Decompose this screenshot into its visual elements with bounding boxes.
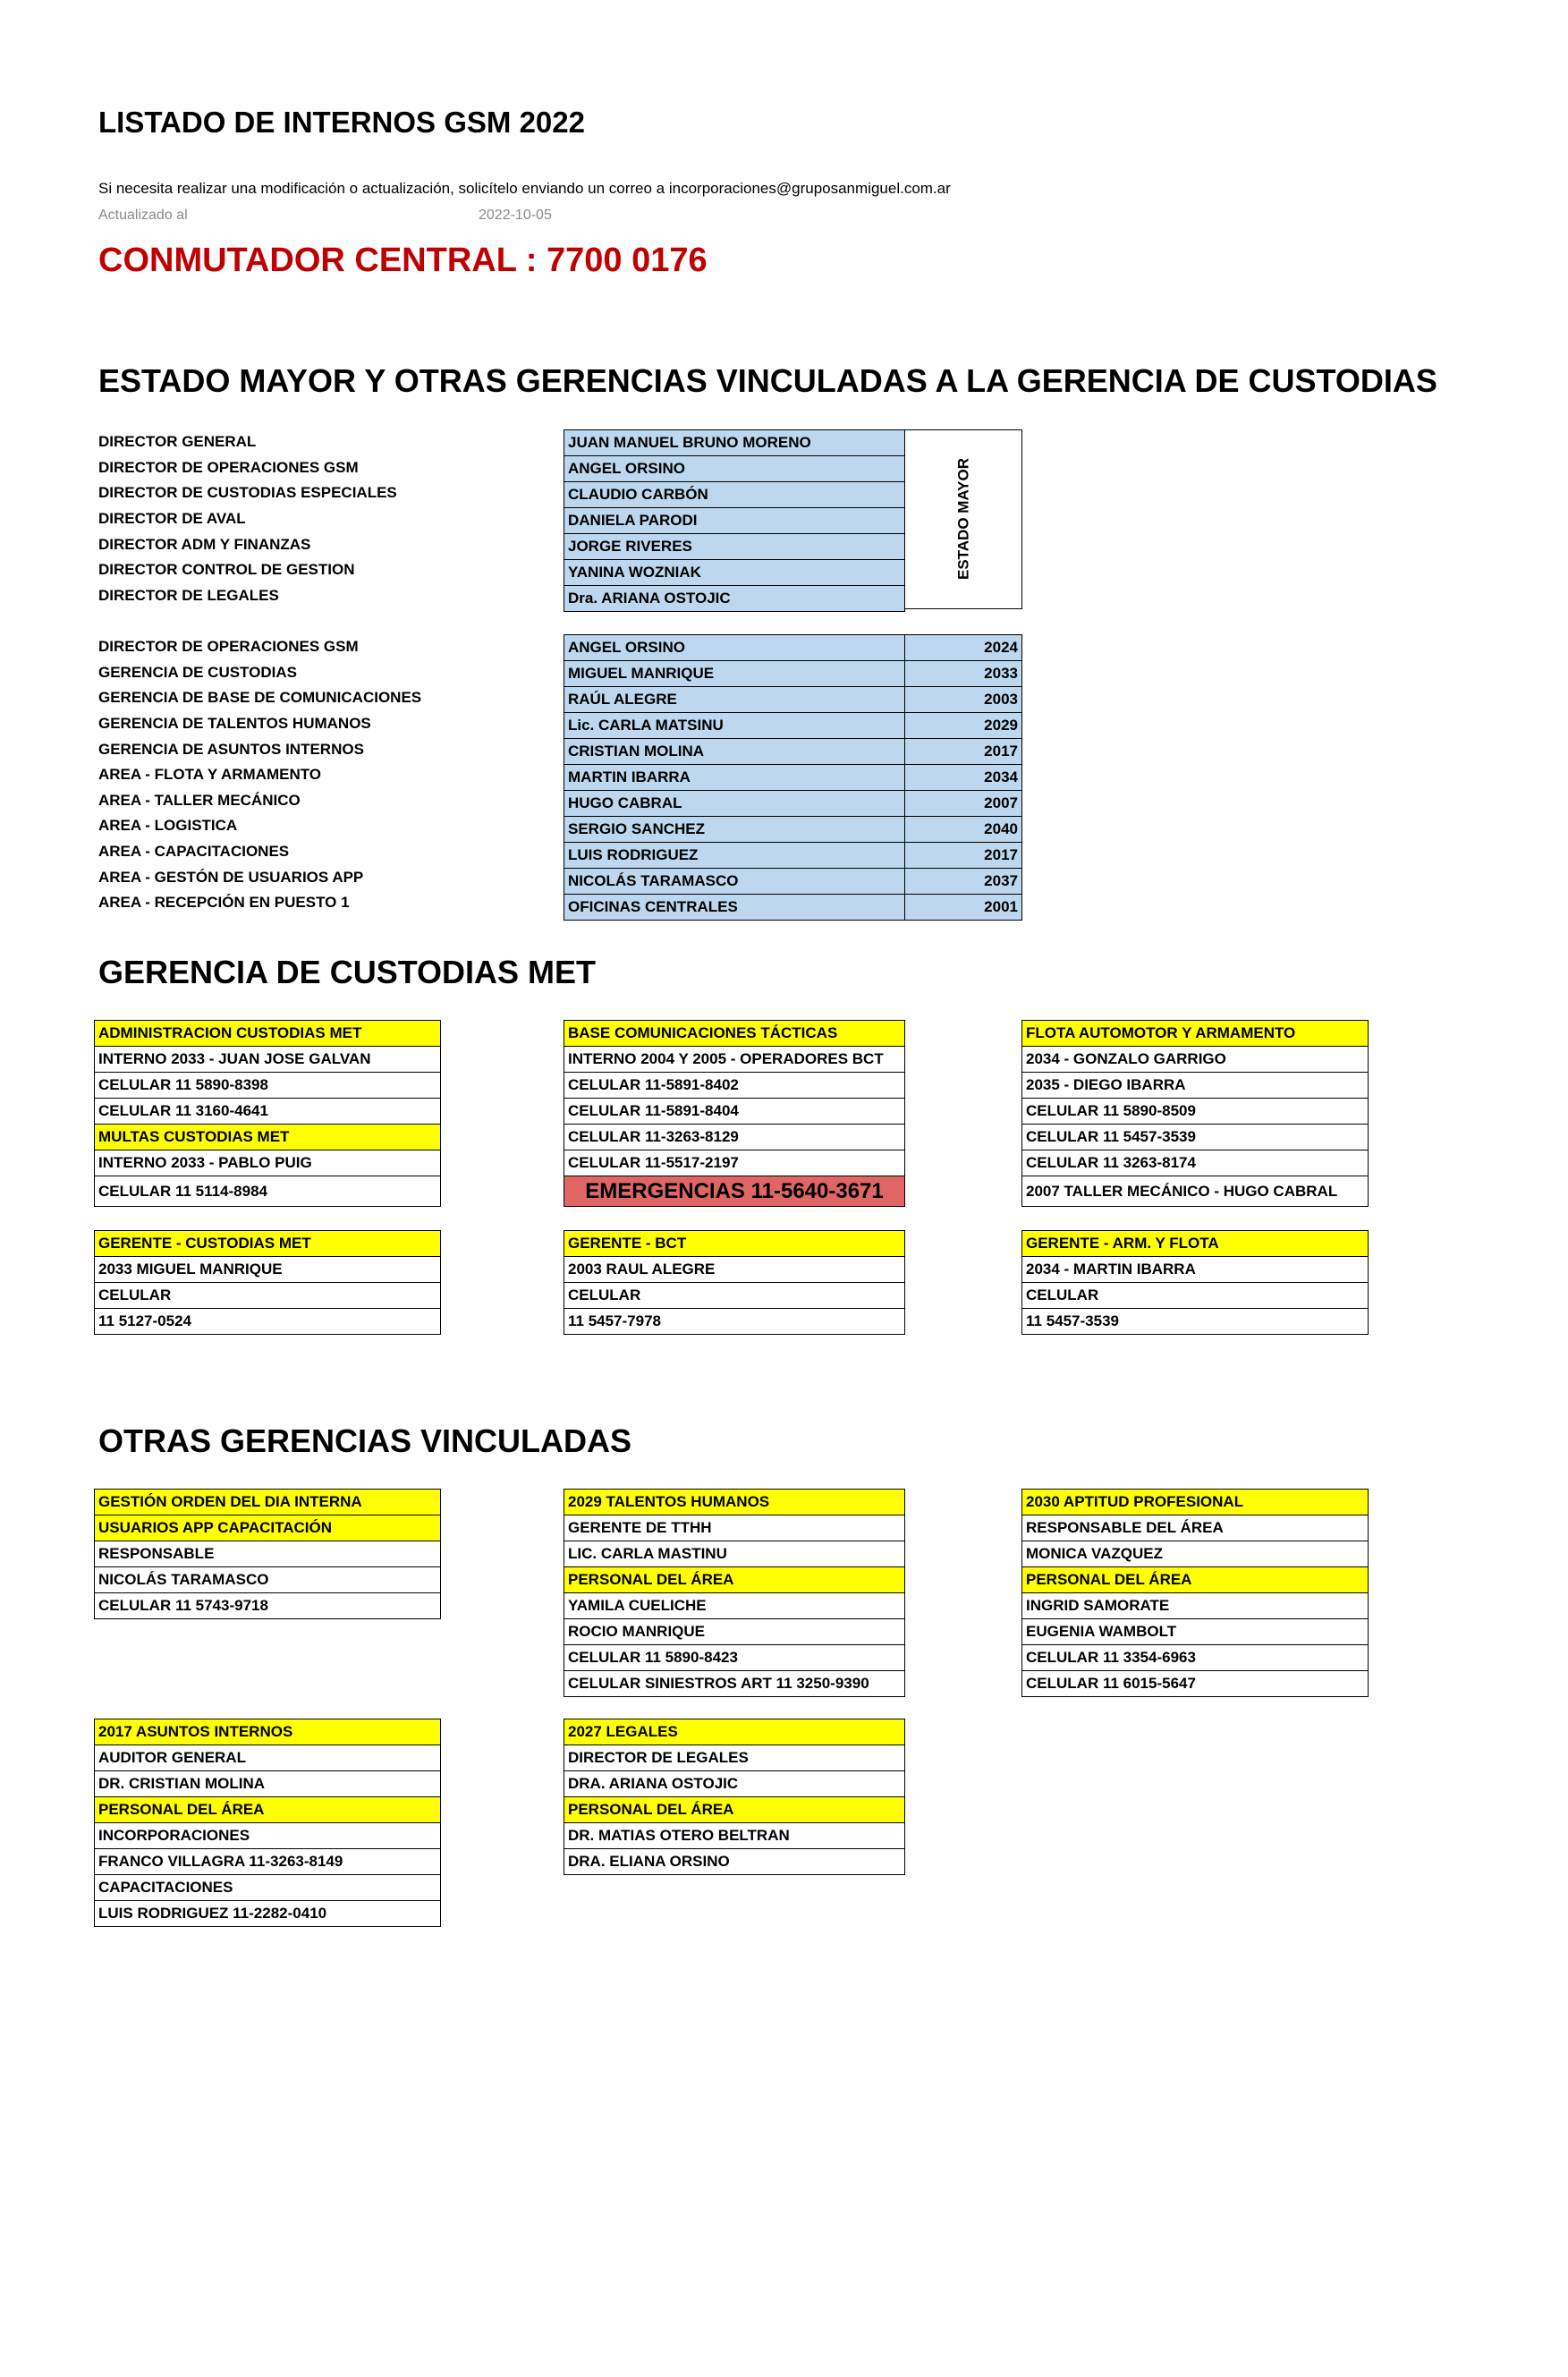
box-entry: PERSONAL DEL ÁREA — [1022, 1567, 1369, 1593]
box-header: GERENTE - CUSTODIAS MET — [95, 1231, 441, 1257]
table-row — [1022, 1021, 1369, 1047]
role-label: GERENCIA DE ASUNTOS INTERNOS — [98, 740, 364, 758]
person-name: ANGEL ORSINO — [564, 635, 905, 661]
table-row — [564, 1745, 905, 1771]
table-row — [1022, 1619, 1369, 1645]
role-label: DIRECTOR DE OPERACIONES GSM — [98, 638, 359, 656]
role-row — [98, 660, 564, 686]
role-label: AREA - RECEPCIÓN EN PUESTO 1 — [98, 894, 350, 912]
box-header: GESTIÓN ORDEN DEL DIA INTERNA — [95, 1490, 441, 1515]
table-row — [1022, 1593, 1369, 1619]
estado-mayor-vertical-label: ESTADO MAYOR — [954, 457, 972, 581]
flota-automotor-table — [1021, 1020, 1369, 1207]
role-label: GERENCIA DE CUSTODIAS — [98, 663, 297, 681]
box-entry: FRANCO VILLAGRA 11-3263-8149 — [95, 1849, 441, 1875]
table-row — [95, 1176, 441, 1207]
role-row — [98, 583, 564, 609]
table-row — [1022, 1150, 1369, 1176]
table-row — [564, 1125, 905, 1150]
table-row — [564, 869, 1022, 895]
table-row — [564, 817, 1022, 843]
extension-number: 2034 — [905, 765, 1022, 791]
box-entry: INCORPORACIONES — [95, 1823, 441, 1849]
role-label: GERENCIA DE TALENTOS HUMANOS — [98, 715, 371, 733]
table-row — [1022, 1671, 1369, 1697]
role-row — [98, 506, 564, 532]
estado-mayor-roles — [98, 429, 564, 608]
box-entry: CELULAR 11 3263-8174 — [1022, 1150, 1369, 1176]
table-row — [564, 1719, 905, 1745]
table-row — [95, 1490, 441, 1515]
table-row — [564, 1309, 905, 1335]
table-row — [1022, 1567, 1369, 1593]
table-row — [564, 687, 1022, 713]
box-header: FLOTA AUTOMOTOR Y ARMAMENTO — [1022, 1021, 1369, 1047]
table-row — [564, 1099, 905, 1125]
box-entry: CELULAR SINIESTROS ART 11 3250-9390 — [564, 1671, 905, 1697]
role-row — [98, 788, 564, 814]
table-row — [564, 1797, 905, 1823]
box-entry: CELULAR — [95, 1283, 441, 1309]
role-row — [98, 685, 564, 711]
table-row — [95, 1515, 441, 1541]
extension-number: 2001 — [905, 895, 1022, 921]
gerencias-roles — [98, 634, 564, 916]
table-row — [95, 1567, 441, 1593]
extension-number: 2017 — [905, 739, 1022, 765]
talentos-humanos-table — [564, 1489, 905, 1697]
box-header: GERENTE - ARM. Y FLOTA — [1022, 1231, 1369, 1257]
role-label: DIRECTOR DE OPERACIONES GSM — [98, 458, 359, 476]
box-entry: DRA. ARIANA OSTOJIC — [564, 1771, 905, 1797]
box-header: GERENTE - BCT — [564, 1231, 905, 1257]
name-row — [564, 430, 905, 456]
box-entry: INTERNO 2004 Y 2005 - OPERADORES BCT — [564, 1047, 905, 1073]
box-header: 2029 TALENTOS HUMANOS — [564, 1490, 905, 1515]
table-row — [564, 1490, 905, 1515]
person-name: Lic. CARLA MATSINU — [564, 713, 905, 739]
role-label: GERENCIA DE BASE DE COMUNICACIONES — [98, 689, 422, 707]
box-entry: PERSONAL DEL ÁREA — [564, 1567, 905, 1593]
table-row — [95, 1823, 441, 1849]
updated-date: 2022-10-05 — [479, 208, 552, 223]
box-entry: 2034 - GONZALO GARRIGO — [1022, 1047, 1369, 1073]
table-row — [95, 1875, 441, 1901]
role-row — [98, 890, 564, 916]
table-row — [1022, 1125, 1369, 1150]
table-row — [564, 1619, 905, 1645]
person-name: MARTIN IBARRA — [564, 765, 905, 791]
box-entry: PERSONAL DEL ÁREA — [95, 1797, 441, 1823]
box-entry: CAPACITACIONES — [95, 1875, 441, 1901]
table-row — [95, 1231, 441, 1257]
box-entry: CELULAR 11 6015-5647 — [1022, 1671, 1369, 1697]
table-row — [564, 713, 1022, 739]
name-row — [564, 456, 905, 482]
table-row — [1022, 1515, 1369, 1541]
table-row — [564, 1073, 905, 1099]
role-label: DIRECTOR DE AVAL — [98, 510, 246, 528]
name-row — [564, 534, 905, 560]
table-row — [95, 1797, 441, 1823]
box-entry: 2003 RAUL ALEGRE — [564, 1257, 905, 1283]
role-row — [98, 711, 564, 737]
box-entry: CELULAR 11 5743-9718 — [95, 1593, 441, 1619]
box-entry: ROCIO MANRIQUE — [564, 1619, 905, 1645]
table-row — [1022, 1541, 1369, 1567]
gerente-bct-table — [564, 1230, 905, 1335]
box-entry: GERENTE DE TTHH — [564, 1515, 905, 1541]
box-entry: LIC. CARLA MASTINU — [564, 1541, 905, 1567]
estado-mayor-names — [564, 429, 905, 612]
box-entry: 11 5127-0524 — [95, 1309, 441, 1335]
person-name: JUAN MANUEL BRUNO MORENO — [564, 430, 905, 456]
table-row — [1022, 1645, 1369, 1671]
table-row — [95, 1073, 441, 1099]
table-row — [1022, 1047, 1369, 1073]
table-row — [95, 1745, 441, 1771]
extension-number: 2040 — [905, 817, 1022, 843]
box-entry: CELULAR 11 5457-3539 — [1022, 1125, 1369, 1150]
name-row — [564, 586, 905, 612]
person-name: RAÚL ALEGRE — [564, 687, 905, 713]
box-header: ADMINISTRACION CUSTODIAS MET — [95, 1021, 441, 1047]
table-row — [95, 1021, 441, 1047]
table-row — [95, 1283, 441, 1309]
person-name: JORGE RIVERES — [564, 534, 905, 560]
table-row — [564, 1771, 905, 1797]
table-row — [564, 1541, 905, 1567]
box-entry: CELULAR 11-5517-2197 — [564, 1150, 905, 1176]
box-entry: INGRID SAMORATE — [1022, 1593, 1369, 1619]
table-row — [564, 1047, 905, 1073]
role-label: AREA - LOGISTICA — [98, 817, 238, 835]
box-entry: CELULAR 11-5891-8404 — [564, 1099, 905, 1125]
table-row — [564, 1849, 905, 1875]
name-row — [564, 508, 905, 534]
person-name: MIGUEL MANRIQUE — [564, 661, 905, 687]
role-row — [98, 634, 564, 660]
box-entry: INTERNO 2033 - PABLO PUIG — [95, 1150, 441, 1176]
table-row — [564, 661, 1022, 687]
table-row — [564, 739, 1022, 765]
person-name: HUGO CABRAL — [564, 791, 905, 817]
extension-number: 2024 — [905, 635, 1022, 661]
role-row — [98, 736, 564, 762]
box-entry: CELULAR 11 3160-4641 — [95, 1099, 441, 1125]
role-label: AREA - TALLER MECÁNICO — [98, 791, 301, 809]
box-entry: CELULAR — [564, 1283, 905, 1309]
extension-number: 2033 — [905, 661, 1022, 687]
table-row — [1022, 1309, 1369, 1335]
person-name: DANIELA PARODI — [564, 508, 905, 534]
box-entry: EMERGENCIAS 11-5640-3671 — [564, 1176, 905, 1207]
box-entry: 2033 MIGUEL MANRIQUE — [95, 1257, 441, 1283]
table-row — [1022, 1099, 1369, 1125]
box-entry: CELULAR 11 3354-6963 — [1022, 1645, 1369, 1671]
gestion-orden-table — [94, 1489, 441, 1619]
role-row — [98, 480, 564, 506]
box-entry: AUDITOR GENERAL — [95, 1745, 441, 1771]
table-row — [95, 1901, 441, 1927]
name-row — [564, 560, 905, 586]
table-row — [95, 1541, 441, 1567]
box-entry: CELULAR 11 5890-8509 — [1022, 1099, 1369, 1125]
gerente-custodias-table — [94, 1230, 441, 1335]
role-row — [98, 455, 564, 481]
role-row — [98, 762, 564, 788]
role-label: AREA - CAPACITACIONES — [98, 843, 290, 861]
aptitud-profesional-table — [1021, 1489, 1369, 1697]
box-entry: PERSONAL DEL ÁREA — [564, 1797, 905, 1823]
box-entry: DIRECTOR DE LEGALES — [564, 1745, 905, 1771]
table-row — [564, 1283, 905, 1309]
person-name: Dra. ARIANA OSTOJIC — [564, 586, 905, 612]
box-entry: 2007 TALLER MECÁNICO - HUGO CABRAL — [1022, 1176, 1369, 1207]
table-row — [564, 895, 1022, 921]
box-entry: 11 5457-7978 — [564, 1309, 905, 1335]
page-title: LISTADO DE INTERNOS GSM 2022 — [98, 106, 585, 139]
table-row — [95, 1047, 441, 1073]
role-row — [98, 839, 564, 865]
table-row — [564, 1150, 905, 1176]
person-name: NICOLÁS TARAMASCO — [564, 869, 905, 895]
box-entry: EUGENIA WAMBOLT — [1022, 1619, 1369, 1645]
role-row — [98, 531, 564, 557]
table-row — [564, 1021, 905, 1047]
person-name: OFICINAS CENTRALES — [564, 895, 905, 921]
box-entry: RESPONSABLE DEL ÁREA — [1022, 1515, 1369, 1541]
table-row — [95, 1771, 441, 1797]
box-entry: YAMILA CUELICHE — [564, 1593, 905, 1619]
modification-note: Si necesita realizar una modificación o actualización, solicítelo enviando un correo a incorporaciones@gruposanmiguel.com.ar — [98, 180, 951, 197]
role-row — [98, 557, 564, 583]
table-row — [564, 1257, 905, 1283]
table-row — [95, 1849, 441, 1875]
extension-number: 2017 — [905, 843, 1022, 869]
table-row — [95, 1257, 441, 1283]
role-row — [98, 813, 564, 839]
table-row — [564, 635, 1022, 661]
extension-number: 2003 — [905, 687, 1022, 713]
table-row — [564, 1671, 905, 1697]
table-row — [95, 1719, 441, 1745]
person-name: ANGEL ORSINO — [564, 456, 905, 482]
gerencias-table — [564, 634, 1022, 921]
role-label: DIRECTOR DE LEGALES — [98, 586, 279, 604]
table-row — [564, 1823, 905, 1849]
table-row — [1022, 1073, 1369, 1099]
box-entry: 2034 - MARTIN IBARRA — [1022, 1257, 1369, 1283]
table-row — [95, 1150, 441, 1176]
table-row — [1022, 1283, 1369, 1309]
table-row — [1022, 1176, 1369, 1207]
table-row — [564, 1593, 905, 1619]
box-entry: LUIS RODRIGUEZ 11-2282-0410 — [95, 1901, 441, 1927]
box-entry: DR. MATIAS OTERO BELTRAN — [564, 1823, 905, 1849]
person-name: SERGIO SANCHEZ — [564, 817, 905, 843]
role-label: DIRECTOR CONTROL DE GESTION — [98, 561, 355, 579]
role-label: DIRECTOR DE CUSTODIAS ESPECIALES — [98, 484, 397, 502]
role-label: AREA - GESTÓN DE USUARIOS APP — [98, 868, 364, 886]
role-label: DIRECTOR ADM Y FINANZAS — [98, 535, 311, 553]
role-label: DIRECTOR GENERAL — [98, 433, 257, 451]
table-row — [1022, 1231, 1369, 1257]
extension-number: 2029 — [905, 713, 1022, 739]
box-entry: CELULAR — [1022, 1283, 1369, 1309]
box-entry: RESPONSABLE — [95, 1541, 441, 1567]
box-entry: INTERNO 2033 - JUAN JOSE GALVAN — [95, 1047, 441, 1073]
conmutador-central: CONMUTADOR CENTRAL : 7700 0176 — [98, 242, 708, 279]
box-entry: NICOLÁS TARAMASCO — [95, 1567, 441, 1593]
custodias-met-title: GERENCIA DE CUSTODIAS MET — [98, 954, 597, 990]
table-row — [564, 1515, 905, 1541]
box-entry: USUARIOS APP CAPACITACIÓN — [95, 1515, 441, 1541]
person-name: YANINA WOZNIAK — [564, 560, 905, 586]
table-row — [1022, 1490, 1369, 1515]
base-comunicaciones-table — [564, 1020, 905, 1207]
role-row — [98, 864, 564, 890]
updated-label: Actualizado al — [98, 208, 188, 223]
person-name: CRISTIAN MOLINA — [564, 739, 905, 765]
admin-custodias-table — [94, 1020, 441, 1207]
table-row — [564, 1645, 905, 1671]
table-row — [95, 1125, 441, 1150]
role-row — [98, 429, 564, 455]
box-entry: CELULAR 11-5891-8402 — [564, 1073, 905, 1099]
table-row — [95, 1593, 441, 1619]
box-entry: CELULAR 11 5890-8423 — [564, 1645, 905, 1671]
table-row — [564, 1567, 905, 1593]
box-entry: 11 5457-3539 — [1022, 1309, 1369, 1335]
name-row — [564, 482, 905, 508]
otras-gerencias-title: OTRAS GERENCIAS VINCULADAS — [98, 1422, 632, 1459]
table-row — [564, 1176, 905, 1207]
table-row — [95, 1309, 441, 1335]
table-row — [564, 1231, 905, 1257]
box-header: BASE COMUNICACIONES TÁCTICAS — [564, 1021, 905, 1047]
estado-mayor-title: ESTADO MAYOR Y OTRAS GERENCIAS VINCULADAS A LA GERENCIA DE CUSTODIAS — [98, 362, 1437, 399]
box-header: 2017 ASUNTOS INTERNOS — [95, 1719, 441, 1745]
table-row — [1022, 1257, 1369, 1283]
box-header: 2027 LEGALES — [564, 1719, 905, 1745]
box-entry: CELULAR 11-3263-8129 — [564, 1125, 905, 1150]
table-row — [564, 791, 1022, 817]
table-row — [564, 765, 1022, 791]
extension-number: 2037 — [905, 869, 1022, 895]
table-row — [95, 1099, 441, 1125]
box-entry: MULTAS CUSTODIAS MET — [95, 1125, 441, 1150]
box-header: 2030 APTITUD PROFESIONAL — [1022, 1490, 1369, 1515]
asuntos-internos-table — [94, 1719, 441, 1927]
box-entry: 2035 - DIEGO IBARRA — [1022, 1073, 1369, 1099]
box-entry: CELULAR 11 5890-8398 — [95, 1073, 441, 1099]
box-entry: DRA. ELIANA ORSINO — [564, 1849, 905, 1875]
person-name: CLAUDIO CARBÓN — [564, 482, 905, 508]
box-entry: CELULAR 11 5114-8984 — [95, 1176, 441, 1207]
legales-table — [564, 1719, 905, 1875]
extension-number: 2007 — [905, 791, 1022, 817]
table-row — [564, 843, 1022, 869]
gerente-flota-table — [1021, 1230, 1369, 1335]
box-entry: MONICA VAZQUEZ — [1022, 1541, 1369, 1567]
box-entry: DR. CRISTIAN MOLINA — [95, 1771, 441, 1797]
role-label: AREA - FLOTA Y ARMAMENTO — [98, 766, 322, 784]
person-name: LUIS RODRIGUEZ — [564, 843, 905, 869]
